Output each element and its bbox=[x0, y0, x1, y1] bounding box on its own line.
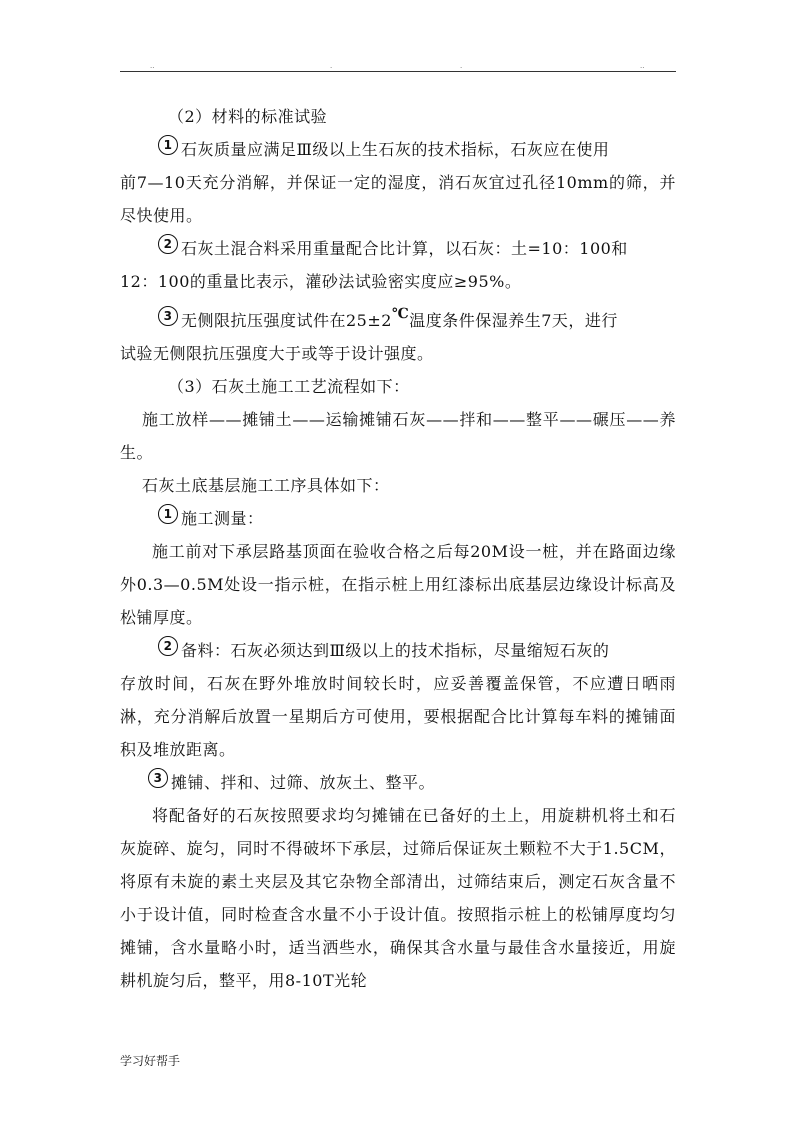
item-2-text: 石灰土混合料采用重量配合比计算，以石灰：土=10：100和 bbox=[181, 239, 628, 258]
step-3-title: 摊铺、拌和、过筛、放灰土、整平。 bbox=[171, 773, 436, 792]
header-marks bbox=[120, 62, 676, 70]
item-1-continuation: 前7—10天充分消解，并保证一定的湿度，消石灰宜过孔径10mm的筛，并尽快使用。 bbox=[120, 173, 676, 225]
detail-title: 石灰土底基层施工工序具体如下： bbox=[142, 476, 390, 495]
step-2-continuation: 存放时间，石灰在野外堆放时间较长时，应妥善覆盖保管，不应遭日晒雨淋，充分消解后放置一星期后方可使用，要根据配合比计算每车料的摊铺面积及堆放距离。 bbox=[120, 674, 676, 759]
step-2-text: 备料：石灰必须达到Ⅲ级以上的技术指标，尽量缩短石灰的 bbox=[181, 641, 610, 660]
process-flow: 施工放样——摊铺土——运输摊铺石灰——拌和——整平——碾压——养生。 bbox=[120, 410, 676, 462]
document-body bbox=[120, 100, 676, 997]
step-1-title: 施工测量： bbox=[181, 509, 264, 528]
section-3-title: （3）石灰土施工工艺流程如下： bbox=[168, 377, 410, 396]
item-3-first-line bbox=[120, 298, 676, 337]
header-rule bbox=[120, 71, 676, 72]
header-dot: . bbox=[330, 62, 333, 70]
step-1-heading bbox=[120, 502, 676, 535]
circled-number-2-icon: 2 bbox=[158, 636, 178, 656]
header-dot: .. bbox=[150, 62, 155, 70]
circled-number-3-icon: 3 bbox=[148, 768, 168, 788]
circled-number-2-icon: 2 bbox=[158, 234, 178, 254]
item-2-first-line bbox=[120, 232, 676, 265]
section-2-title: （2）材料的标准试验 bbox=[168, 107, 328, 126]
item-3-text-b: 温度条件保湿养生7天，进行 bbox=[409, 311, 618, 330]
header-dot: .. bbox=[640, 62, 645, 70]
item-3-text-a: 无侧限抗压强度试件在25±2 bbox=[181, 311, 392, 330]
header-dot: . bbox=[460, 62, 463, 70]
footer-text: 学习好帮手 bbox=[120, 1054, 181, 1068]
step-3-heading bbox=[120, 766, 676, 799]
circled-number-3-icon: 3 bbox=[158, 306, 178, 326]
circled-number-1-icon: 1 bbox=[158, 504, 178, 524]
step-3-body: 将配备好的石灰按照要求均匀摊铺在已备好的土上，用旋耕机将土和石灰旋碎、旋匀，同时不得破坏下承层，过筛后保证灰土颗粒不大于1.5CM，将原有未旋的素土夹层及其它杂物全部清出，过筛结束后，测定石灰含量不小于设计值，同时检查含水量不小于设计值。按照指示桩上的松铺厚度均匀摊铺，含水量略小时，适当洒些水，确保其含水量与最佳含水量接近，用旋耕机旋匀后，整平，用8-10T光轮 bbox=[120, 806, 676, 990]
item-1-first-line bbox=[120, 133, 676, 166]
item-2-continuation: 12：100的重量比表示，灌砂法试验密实度应≥95%。 bbox=[120, 272, 522, 291]
item-1-text: 石灰质量应满足Ⅲ级以上生石灰的技术指标，石灰应在使用 bbox=[181, 140, 610, 159]
step-1-body: 施工前对下承层路基顶面在验收合格之后每20M设一桩，并在路面边缘外0.3—0.5M处设一指示桩，在指示桩上用红漆标出底基层边缘设计标高及松铺厚度。 bbox=[120, 542, 676, 627]
item-3-continuation: 试验无侧限抗压强度大于或等于设计强度。 bbox=[120, 344, 434, 363]
circled-number-1-icon: 1 bbox=[158, 135, 178, 155]
step-2-first-line bbox=[120, 634, 676, 667]
degree-symbol: ℃ bbox=[391, 306, 410, 322]
